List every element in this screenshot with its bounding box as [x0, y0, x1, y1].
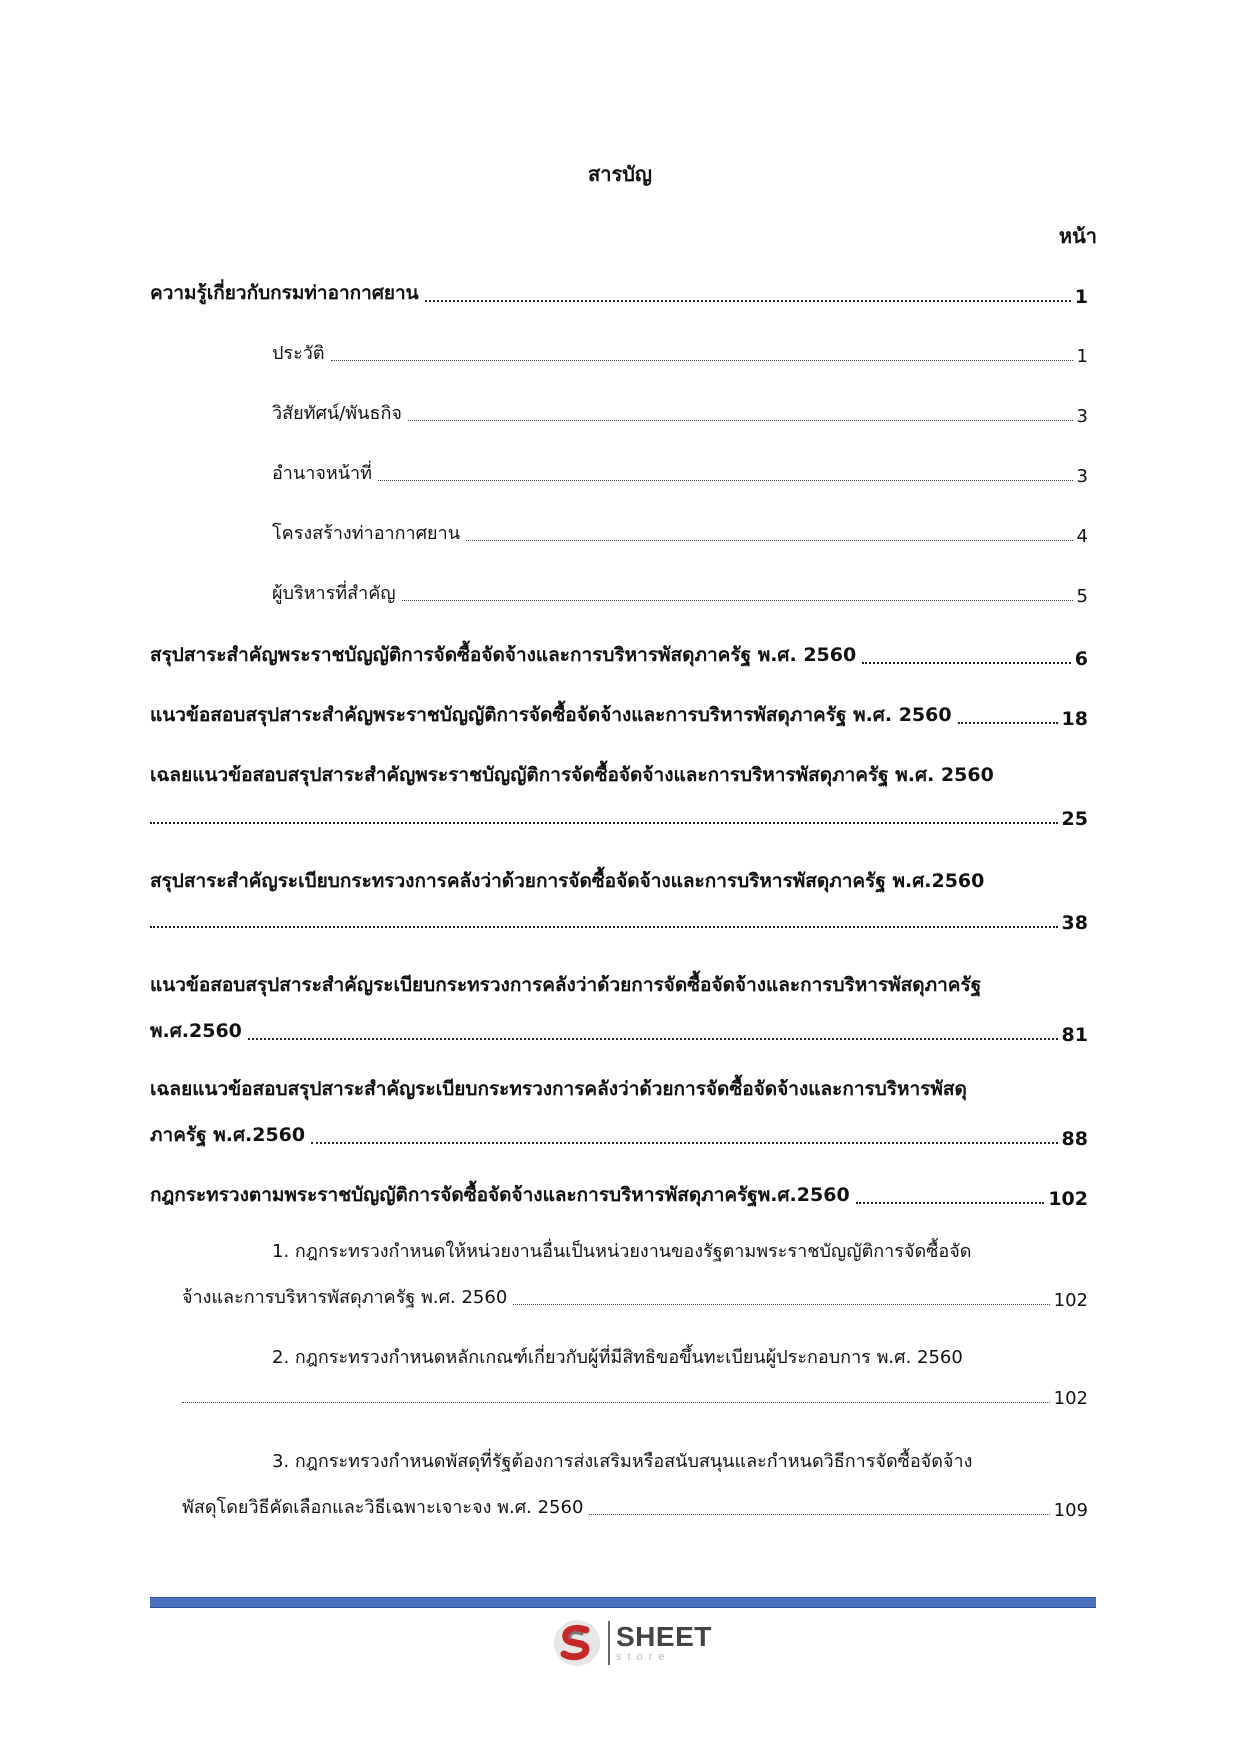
dot-leader: [150, 926, 1058, 928]
toc-subentry-page: 102: [1053, 1388, 1088, 1409]
toc-subentry-label-line2: พัสดุโดยวิธีคัดเลือกและวิธีเฉพาะเจาะจง พ.ศ. 2560: [182, 1497, 584, 1518]
dot-leader: [150, 822, 1058, 824]
sheet-store-logo: [552, 1618, 712, 1668]
toc-entry-page: 25: [1061, 808, 1088, 830]
dot-leader: [862, 662, 1071, 664]
dot-leader: [408, 420, 1073, 421]
dot-leader: [958, 722, 1058, 724]
toc-subentry-page: 3: [1076, 466, 1088, 487]
toc-entry-page: 102: [1048, 1188, 1088, 1210]
toc-entry-label-line1: สรุปสาระสำคัญระเบียบกระทรวงการคลังว่าด้วยการจัดซื้อจัดจ้างและการบริหารพัสดุภาครัฐ พ.ศ.2560: [150, 870, 985, 892]
toc-subentry[interactable]: [182, 1388, 1088, 1409]
toc-subentry-label-line1: 2. กฎกระทรวงกำหนดหลักเกณฑ์เกี่ยวกับผู้ที่มีสิทธิขอขึ้นทะเบียนผู้ประกอบการ พ.ศ. 2560: [272, 1347, 963, 1368]
toc-subentry[interactable]: [272, 518, 1088, 547]
dot-leader: [378, 480, 1073, 481]
toc-subentry-label: โครงสร้างท่าอากาศยาน: [272, 523, 460, 544]
toc-entry[interactable]: [150, 700, 1088, 730]
toc-entry[interactable]: [150, 808, 1088, 830]
toc-subentry-page: 102: [1053, 1290, 1088, 1311]
toc-subentry[interactable]: [272, 578, 1088, 607]
toc-subentry-label-line1: 1. กฎกระทรวงกำหนดให้หน่วยงานอื่นเป็นหน่วยงานของรัฐตามพระราชบัญญัติการจัดซื้อจัด: [272, 1241, 972, 1262]
toc-entry[interactable]: [150, 912, 1088, 934]
toc-subentry-page: 1: [1076, 346, 1088, 367]
toc-subentry-label: วิสัยทัศน์/พันธกิจ: [272, 403, 402, 424]
toc-entry-page: 1: [1074, 286, 1088, 308]
toc-subentry-label-line2: จ้างและการบริหารพัสดุภาครัฐ พ.ศ. 2560: [182, 1287, 508, 1308]
toc-entry-label-line2: พ.ศ.2560: [150, 1020, 242, 1042]
toc-entry-page: 88: [1061, 1128, 1088, 1150]
toc-entry[interactable]: [150, 1120, 1088, 1150]
s-logo-icon: [552, 1618, 602, 1668]
toc-entry-label: ความรู้เกี่ยวกับกรมท่าอากาศยาน: [150, 282, 419, 304]
toc-subentry-label-line1: 3. กฎกระทรวงกำหนดพัสดุที่รัฐต้องการส่งเสริมหรือสนับสนุนและกำหนดวิธีการจัดซื้อจัดจ้าง: [272, 1451, 973, 1472]
toc-entry-label-line1: เฉลยแนวข้อสอบสรุปสาระสำคัญพระราชบัญญัติการจัดซื้อจัดจ้างและการบริหารพัสดุภาครัฐ พ.ศ. 2560: [150, 764, 994, 786]
footer-rule: [150, 1597, 1096, 1608]
dot-leader: [331, 360, 1073, 361]
toc-subentry-page: 4: [1076, 526, 1088, 547]
toc-entry-page: 38: [1061, 912, 1088, 934]
toc-entry-page: 81: [1061, 1024, 1088, 1046]
toc-subentry[interactable]: [272, 398, 1088, 427]
dot-leader: [589, 1514, 1049, 1515]
toc-entry-label-line2: ภาครัฐ พ.ศ.2560: [150, 1124, 306, 1146]
logo-text: [616, 1623, 712, 1663]
dot-leader: [402, 600, 1073, 601]
toc-entry[interactable]: [150, 640, 1088, 670]
toc-subentry-label: ผู้บริหารที่สำคัญ: [272, 583, 396, 604]
dot-leader: [248, 1038, 1058, 1040]
dot-leader: [513, 1304, 1049, 1305]
toc-subentry[interactable]: [182, 1492, 1088, 1521]
toc-entry[interactable]: [150, 1180, 1088, 1210]
logo-subtext: store: [616, 1651, 671, 1663]
page-column-header: หน้า: [1058, 224, 1097, 248]
page-title: สารบัญ: [588, 162, 652, 186]
toc-entry-label: แนวข้อสอบสรุปสาระสำคัญพระราชบัญญัติการจัดซื้อจัดจ้างและการบริหารพัสดุภาครัฐ พ.ศ. 2560: [150, 704, 952, 726]
logo-wordmark: SHEET: [616, 1621, 712, 1652]
toc-entry[interactable]: [150, 1016, 1088, 1046]
toc-entry[interactable]: [150, 278, 1088, 308]
toc-entry-page: 6: [1074, 648, 1088, 670]
toc-subentry-page: 5: [1076, 586, 1088, 607]
toc-subentry[interactable]: [272, 458, 1088, 487]
logo-separator: [608, 1621, 610, 1665]
toc-subentry-page: 109: [1053, 1500, 1088, 1521]
toc-subentry-label: ประวัติ: [272, 343, 325, 364]
toc-subentry-page: 3: [1076, 406, 1088, 427]
toc-entry-label: กฎกระทรวงตามพระราชบัญญัติการจัดซื้อจัดจ้างและการบริหารพัสดุภาครัฐพ.ศ.2560: [150, 1184, 850, 1206]
toc-subentry[interactable]: [182, 1282, 1088, 1311]
toc-entry-label: สรุปสาระสำคัญพระราชบัญญัติการจัดซื้อจัดจ้างและการบริหารพัสดุภาครัฐ พ.ศ. 2560: [150, 644, 857, 666]
dot-leader: [311, 1142, 1057, 1144]
toc-entry-label-line1: แนวข้อสอบสรุปสาระสำคัญระเบียบกระทรวงการคลังว่าด้วยการจัดซื้อจัดจ้างและการบริหารพัสดุภาครัฐ: [150, 974, 982, 996]
dot-leader: [466, 540, 1073, 541]
dot-leader: [425, 300, 1071, 302]
toc-entry-label-line1: เฉลยแนวข้อสอบสรุปสาระสำคัญระเบียบกระทรวงการคลังว่าด้วยการจัดซื้อจัดจ้างและการบริหารพัสดุ: [150, 1078, 967, 1100]
toc-subentry-label: อำนาจหน้าที่: [272, 463, 373, 484]
dot-leader: [182, 1402, 1050, 1403]
toc-entry-page: 18: [1061, 708, 1088, 730]
toc-subentry[interactable]: [272, 338, 1088, 367]
dot-leader: [856, 1202, 1045, 1204]
